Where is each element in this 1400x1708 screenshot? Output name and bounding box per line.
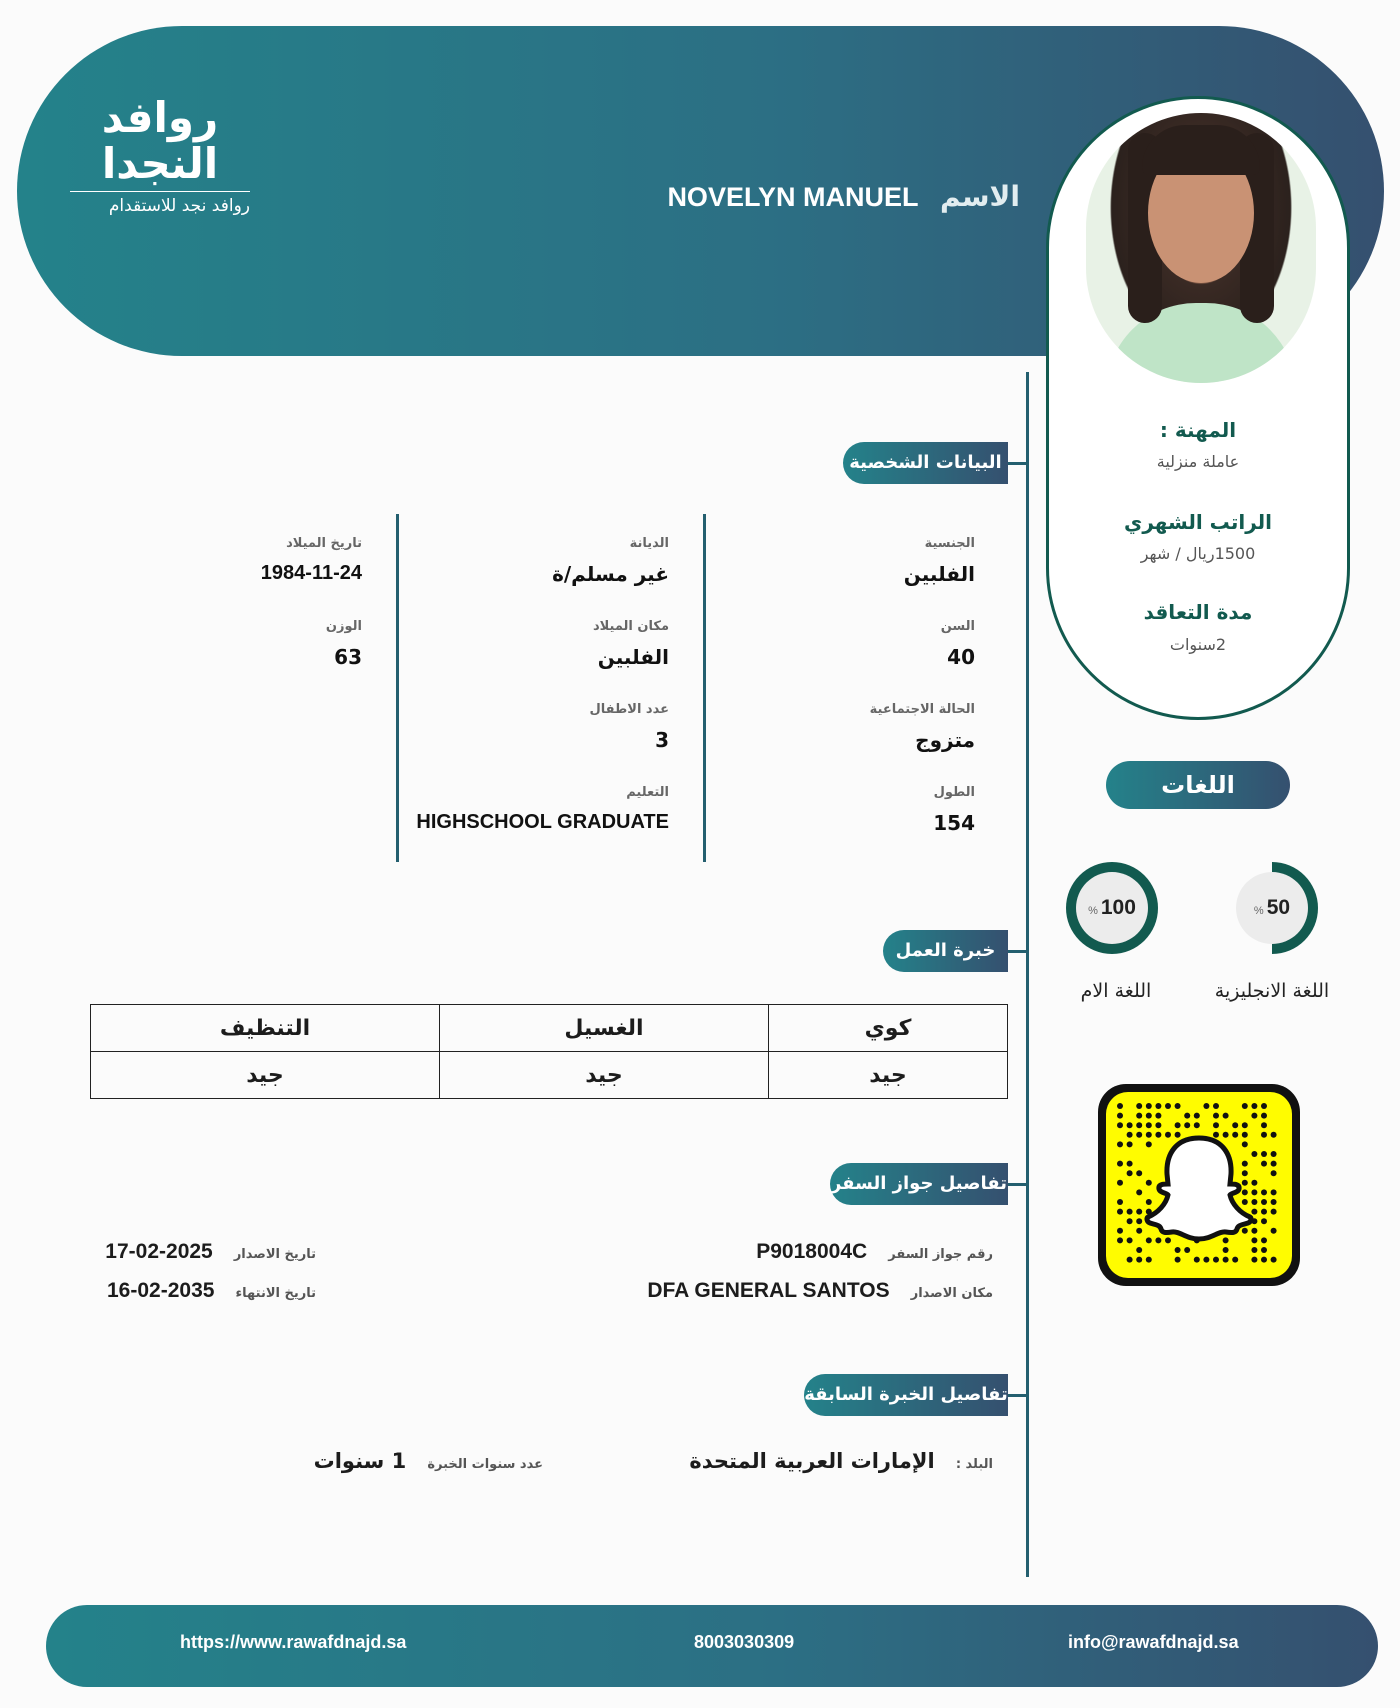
email-link[interactable]: info@rawafdnajd.sa [1068, 1632, 1239, 1652]
contract-value: 2سنوات [1169, 635, 1227, 654]
english-language-name: اللغة الانجليزية [1214, 980, 1330, 1002]
phone-number[interactable]: 8003030309 [694, 1632, 795, 1652]
native-level-value: 100 [1100, 896, 1136, 919]
age-label: السن [940, 619, 975, 634]
issue-place-value: DFA GENERAL SANTOS [647, 1279, 890, 1302]
birthdate-label: تاريخ الميلاد [286, 536, 362, 551]
name-row [667, 180, 1020, 213]
years-value: 1 سنوات [313, 1449, 407, 1473]
skills-header-row [91, 1005, 1008, 1052]
profession-value: عاملة منزلية [1156, 452, 1240, 471]
height-value: 154 [933, 811, 975, 835]
issue-date-row [105, 1240, 316, 1264]
name-value: NOVELYN MANUEL [667, 182, 919, 212]
issue-date-label: تاريخ الاصدار [233, 1247, 316, 1262]
column-divider [703, 514, 706, 862]
country-label: البلد : [955, 1457, 993, 1472]
skills-level-row [91, 1052, 1008, 1099]
children-label: عدد الاطفال [589, 702, 669, 717]
skill-level: جيد [91, 1052, 440, 1099]
issue-place-row [647, 1279, 993, 1303]
section-previous: تفاصيل الخبرة السابقة [804, 1374, 1008, 1416]
section-personal: البيانات الشخصية [843, 442, 1008, 484]
logo-mark: روافد النجدا [101, 93, 219, 188]
salary-label: الراتب الشهري [1124, 510, 1272, 534]
issue-date-value: 2025-02-17 [105, 1240, 213, 1263]
country-row [689, 1449, 993, 1473]
skill-level: جيد [440, 1052, 769, 1099]
education-label: التعليم [626, 785, 669, 800]
religion-label: الديانة [629, 536, 669, 551]
height-label: الطول [933, 785, 975, 800]
logo-subtitle: روافد نجد للاستقدام [108, 196, 250, 216]
expiry-date-value: 2035-02-16 [107, 1279, 215, 1302]
skill-header: التنظيف [91, 1005, 440, 1052]
expiry-date-row [107, 1279, 316, 1303]
english-level-ring: % 50 [1226, 862, 1318, 954]
marital-label: الحالة الاجتماعية [869, 702, 975, 717]
candidate-photo [1086, 113, 1316, 383]
country-value: الإمارات العربية المتحدة [689, 1449, 935, 1473]
contract-label: مدة التعاقد [1143, 600, 1253, 624]
column-divider [396, 514, 399, 862]
company-logo [70, 95, 250, 216]
weight-value: 63 [334, 645, 362, 669]
english-level-value: 50 [1266, 896, 1291, 919]
section-passport: تفاصيل جواز السفر [830, 1163, 1008, 1205]
passport-number-label: رقم جواز السفر [888, 1247, 993, 1262]
salary-value: 1500ريال / شهر [1140, 544, 1256, 563]
issue-place-label: مكان الاصدار [910, 1286, 993, 1301]
section-experience: خبرة العمل [883, 930, 1008, 972]
passport-number-row [756, 1240, 993, 1264]
marital-value: متزوج [915, 728, 975, 752]
birthdate-value: 1984-11-24 [260, 562, 362, 584]
nationality-value: الفلبين [903, 562, 975, 586]
skill-header: الغسيل [440, 1005, 769, 1052]
profession-label: المهنة : [1159, 418, 1237, 442]
skills-table [90, 1004, 1008, 1099]
expiry-date-label: تاريخ الانتهاء [235, 1286, 316, 1301]
education-value: HIGHSCHOOL GRADUATE [416, 811, 669, 833]
birthplace-value: الفلبين [597, 645, 669, 669]
nationality-label: الجنسية [924, 536, 975, 551]
native-language-name: اللغة الام [1080, 980, 1152, 1002]
children-value: 3 [655, 728, 669, 752]
years-label: عدد سنوات الخبرة [427, 1457, 543, 1472]
weight-label: الوزن [325, 619, 362, 634]
birthplace-label: مكان الميلاد [592, 619, 669, 634]
website-link[interactable]: https://www.rawafdnajd.sa [180, 1632, 407, 1652]
passport-number-value: P9018004C [756, 1240, 868, 1263]
age-value: 40 [947, 645, 975, 669]
languages-title: اللغات [1106, 761, 1290, 809]
snapchat-ghost-icon [1106, 1092, 1292, 1278]
name-label: الاسم [940, 180, 1020, 213]
native-level-ring: % 100 [1066, 862, 1158, 954]
snapchat-snapcode[interactable] [1098, 1084, 1300, 1286]
skill-level: جيد [769, 1052, 1008, 1099]
years-row [314, 1449, 543, 1473]
religion-value: غير مسلم/ة [552, 562, 669, 586]
skill-header: كوي [769, 1005, 1008, 1052]
